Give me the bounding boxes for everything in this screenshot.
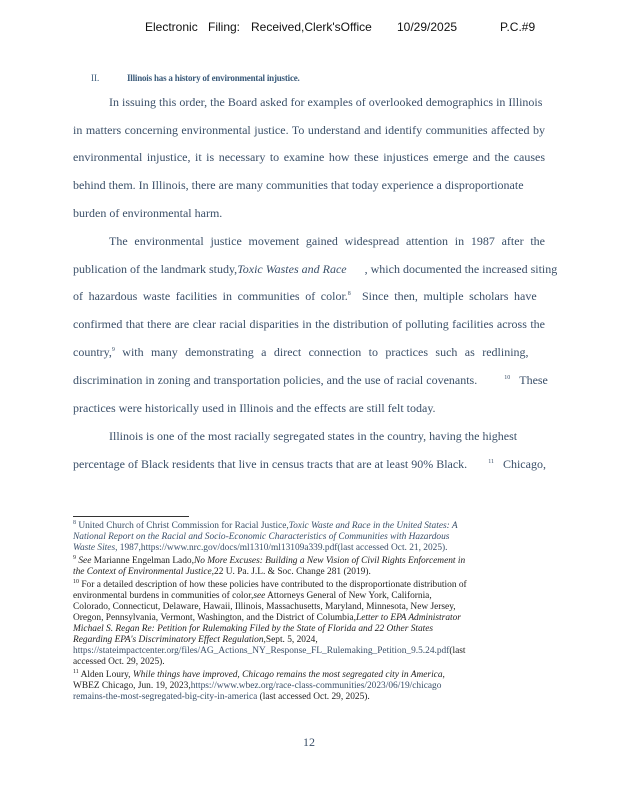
fn10-letter-b: Michael S. Regan Re: Petition for Rulemaking Filed by the State of Florida and 22 Other States <box>73 624 434 634</box>
fn11-link-b[interactable]: remains-the-most-segregated-big-city-in-america <box>73 692 258 702</box>
fn8-title-c: Waste Sites <box>73 543 116 553</box>
paragraph-3-line-1: Illinois is one of the most racially segregated states in the country, having the highest <box>109 429 518 443</box>
footnote-8-number: 8 <box>73 519 76 526</box>
p2-l3-a: of hazardous waste facilities in communities of color. <box>73 289 348 303</box>
page-number: 12 <box>303 735 315 749</box>
footnote-11-number: 11 <box>73 668 79 675</box>
fn8-title-a: Toxic Waste and Race in the United States: A <box>288 521 458 531</box>
footnote-10-line-6 <box>73 635 318 646</box>
footnote-8-line-3 <box>73 543 448 554</box>
fn10-text-d: Attorneys General of New York, California, <box>267 591 432 601</box>
fn11-comma: , <box>442 670 445 680</box>
fn9-cite: 22 U. Pa. J.L. & Soc. Change 281 (2019). <box>214 567 371 577</box>
footnote-ref-8[interactable]: 8 <box>347 291 351 297</box>
fn10-letter-a: Letter to EPA Administrator <box>355 613 461 623</box>
fn10-signal: see <box>253 591 266 601</box>
footnote-ref-9[interactable]: 9 <box>111 347 115 353</box>
fn11-author: Alden Loury, <box>80 670 131 680</box>
paragraph-1-line-3: environmental injustice, it is necessary to examine how these injustices emerge and the causes <box>73 150 545 164</box>
footnote-9-line-1 <box>73 556 465 567</box>
fn9-signal: See <box>78 556 92 566</box>
fn9-title-a: No More Excuses: Building a New Vision of Civil Rights Enforcement in <box>193 556 466 566</box>
paragraph-1-line-1: In issuing this order, the Board asked for examples of overlooked demographics in Illinois <box>109 95 543 109</box>
fn11-link-a[interactable]: https://www.wbez.org/race-class-communities/2023/06/19/chicago <box>190 681 442 691</box>
footnote-ref-10[interactable]: 10 <box>504 375 511 381</box>
paragraph-2-line-3 <box>73 289 545 303</box>
footnote-10-line-2 <box>73 591 432 602</box>
fn8-source[interactable]: , 1987,https://www.nrc.gov/docs/ml1310/ml13109a339.pdf(last accessed Oct. 21, 2025). <box>115 543 448 553</box>
paragraph-2-line-1: The environmental justice movement gained widespread attention in 1987 after the <box>109 234 545 248</box>
footnote-10-line-4 <box>73 613 461 624</box>
header-received: Received,Clerk'sOffice <box>251 20 372 34</box>
paragraph-3-line-2 <box>73 457 546 471</box>
fn9-author: Marianne Engelman Lado, <box>93 556 194 566</box>
paragraph-2-line-5 <box>73 345 529 359</box>
paragraph-2-line-6 <box>73 373 548 387</box>
paragraph-2-line-7: practices were historically used in Illinois and the effects are still felt today. <box>73 401 436 415</box>
p2-l2-a: publication of the landmark study, <box>73 262 238 276</box>
header-filing: Filing: <box>208 20 241 34</box>
footnote-11-line-2 <box>73 681 441 692</box>
footnote-10-line-3: Colorado, Connecticut, Delaware, Hawaii, Illinois, Massachusetts, Maryland, Minnesota, New Jersey, <box>73 602 456 612</box>
fn10-text-b: environmental burdens in communities of color, <box>73 591 254 601</box>
footnote-8-line-2 <box>73 532 449 543</box>
fn11-accessed: (last accessed Oct. 29, 2025). <box>259 692 370 702</box>
footnote-9-line-2 <box>73 567 371 578</box>
footnotes <box>73 521 563 731</box>
p2-l6-a: discrimination in zoning and transportation policies, and the use of racial covenants. <box>73 373 478 387</box>
footnote-10-line-7 <box>73 646 466 657</box>
fn8-title-b: National Report on the Racial and Socio-Economic Characteristics of Communities with Hazardous <box>73 532 450 542</box>
toxic-wastes-title: Toxic Wastes and Race <box>237 262 347 276</box>
footnote-separator <box>73 516 189 517</box>
p3-l2-a: percentage of Black residents that live in census tracts that are at least 90% Black. <box>73 457 468 471</box>
footnote-10-number: 10 <box>73 578 79 585</box>
fn8-author: United Church of Christ Commission for Racial Justice, <box>78 521 289 531</box>
footnote-11-line-3 <box>73 692 370 703</box>
footnote-8-line-1 <box>73 521 458 532</box>
fn10-text-a: For a detailed description of how these policies have contributed to the disproportionate distribution of <box>81 580 467 590</box>
fn10-date: Sept. 5, 2024, <box>265 635 318 645</box>
paragraph-1-line-2: in matters concerning environmental justice. To understand and identify communities affected by <box>73 123 545 137</box>
fn10-letter-c: Regarding EPA's Discriminatory Effect Regulation, <box>73 635 266 645</box>
footnote-10-line-8: accessed Oct. 29, 2025). <box>73 657 165 667</box>
p2-l2-b: , which documented the increased siting <box>364 262 558 276</box>
fn10-last: (last <box>449 646 466 656</box>
header-pc: P.C.#9 <box>500 20 536 34</box>
p2-l5-b: with many demonstrating a direct connection to practices such as redlining, <box>122 345 529 359</box>
fn10-text-f: Oregon, Pennsylvania, Vermont, Washington, and the District of Columbia, <box>73 613 356 623</box>
footnote-10-line-1 <box>73 580 467 591</box>
footnote-10-line-5 <box>73 624 433 635</box>
body-text <box>73 0 558 480</box>
fn11-title: While things have improved, Chicago remains the most segregated city in America <box>132 670 443 680</box>
p2-l5-a: country, <box>73 345 112 359</box>
footnote-ref-11[interactable]: 11 <box>488 459 494 465</box>
paragraph-2-line-2 <box>73 262 557 276</box>
header-electronic: Electronic <box>145 20 198 34</box>
paragraph-2-line-4: confirmed that there are clear racial disparities in the distribution of polluting facilities across the <box>73 317 545 331</box>
p2-l6-b: These <box>519 373 548 387</box>
p2-l3-b: Since then, multiple scholars have <box>362 289 537 303</box>
p3-l2-b: Chicago, <box>502 457 546 471</box>
section-number: II. <box>91 73 100 83</box>
header-date: 10/29/2025 <box>397 20 458 34</box>
paragraph-1-line-5: burden of environmental harm. <box>73 206 223 220</box>
fn10-link[interactable]: https://stateimpactcenter.org/files/AG_Actions_NY_Response_FL_Rulemaking_Petition_9.5.24.pdf <box>73 646 450 656</box>
footnote-11-line-1 <box>73 670 445 681</box>
fn11-outlet: WBEZ Chicago, Jun. 19, 2023, <box>73 681 191 691</box>
paragraph-1-line-4: behind them. In Illinois, there are many communities that today experience a disproportionate <box>73 178 524 192</box>
section-title: Illinois has a history of environmental injustice. <box>127 73 300 83</box>
footnote-9-number: 9 <box>73 554 76 561</box>
fn9-title-b: the Context of Environmental Justice, <box>73 567 215 577</box>
